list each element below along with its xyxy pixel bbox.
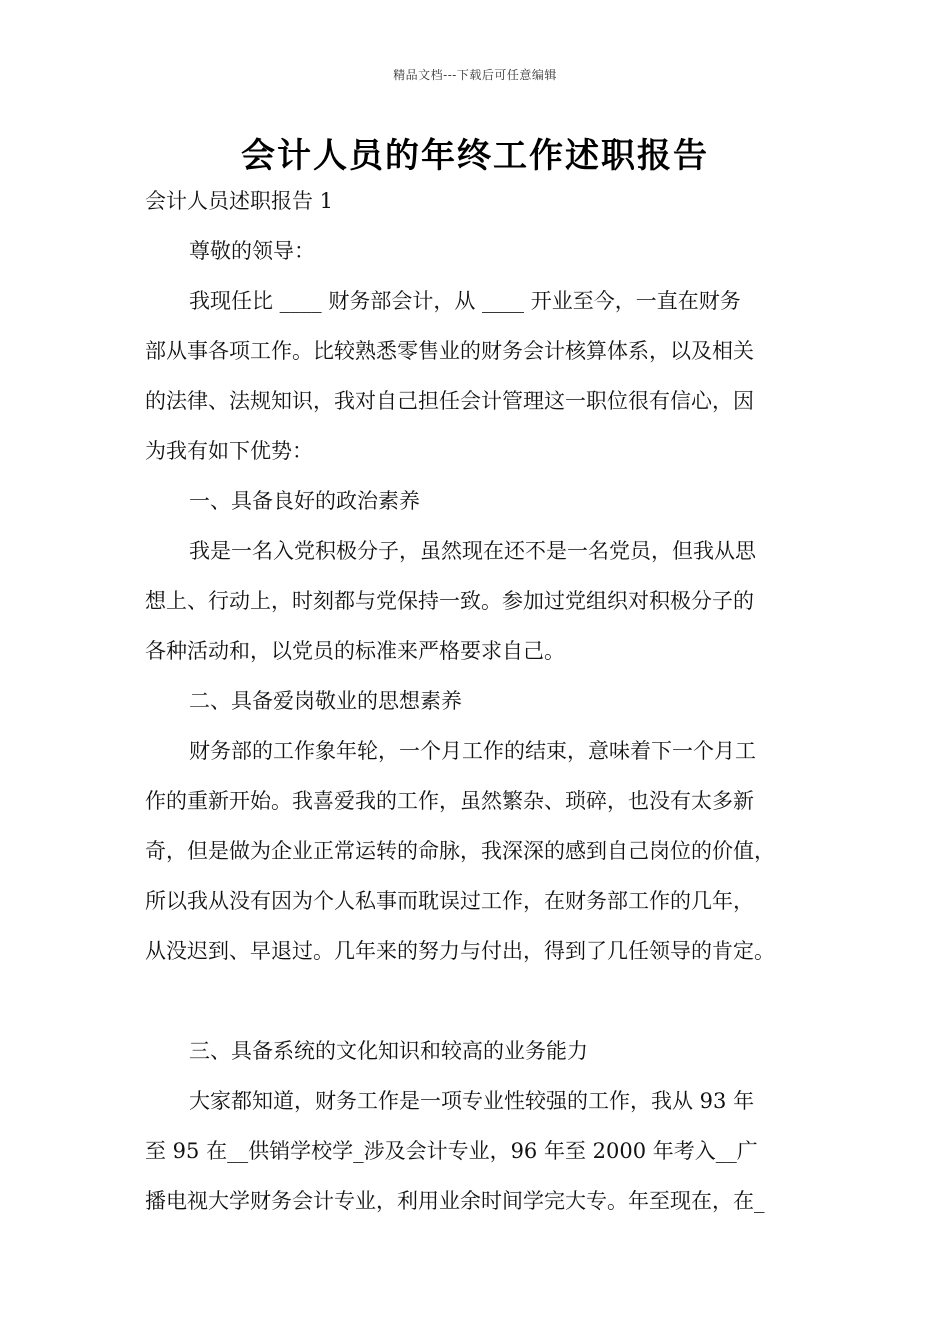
body-line: 所以我从没有因为个人私事而耽误过工作，在财务部工作的几年， [145,889,754,913]
body-line: 作的重新开始。我喜爱我的工作，虽然繁杂、琐碎，也没有太多新 [145,789,754,813]
document-title: 会计人员的年终工作述职报告 [241,136,709,176]
paragraph-gap [145,976,815,1026]
header-note: 精品文档---下载后可任意编辑 [393,68,557,82]
section-heading: 二、具备爱岗敬业的思想素养 [189,689,462,713]
body-line: 从没迟到、早退过。几年来的努力与付出，得到了几任领导的肯定。 [145,939,775,963]
body-line: 财务部的工作象年轮，一个月工作的结束，意味着下一个月工 [189,739,756,763]
body-line: 我是一名入党积极分子，虽然现在还不是一名党员，但我从思 [189,539,756,563]
section-heading: 三、具备系统的文化知识和较高的业务能力 [189,1039,588,1063]
body-line: 想上、行动上，时刻都与党保持一致。参加过党组织对积极分子的 [145,589,754,613]
body-line: 的法律、法规知识，我对自己担任会计管理这一职位很有信心，因 [145,389,754,413]
document-body [145,176,815,1226]
salutation: 尊敬的领导： [189,239,315,263]
body-line: 我现任比 ____ 财务部会计，从 ____ 开业至今，一直在财务 [189,289,741,313]
section-heading: 一、具备良好的政治素养 [189,489,420,513]
body-line: 会计人员述职报告 1 [145,189,334,213]
body-line: 各种活动和，以党员的标准来严格要求自己。 [145,639,565,663]
body-line: 奇，但是做为企业正常运转的命脉，我深深的感到自己岗位的价值， [145,839,775,863]
body-line: 为我有如下优势： [145,439,313,463]
body-line: 大家都知道，财务工作是一项专业性较强的工作，我从 93 年 [189,1089,755,1113]
body-line: 播电视大学财务会计专业，利用业余时间学完大专。年至现在，在_ [145,1189,765,1213]
body-line: 至 95 在__供销学校学_涉及会计专业，96 年至 2000 年考入__广 [145,1139,758,1163]
body-line: 部从事各项工作。比较熟悉零售业的财务会计核算体系，以及相关 [145,339,754,363]
